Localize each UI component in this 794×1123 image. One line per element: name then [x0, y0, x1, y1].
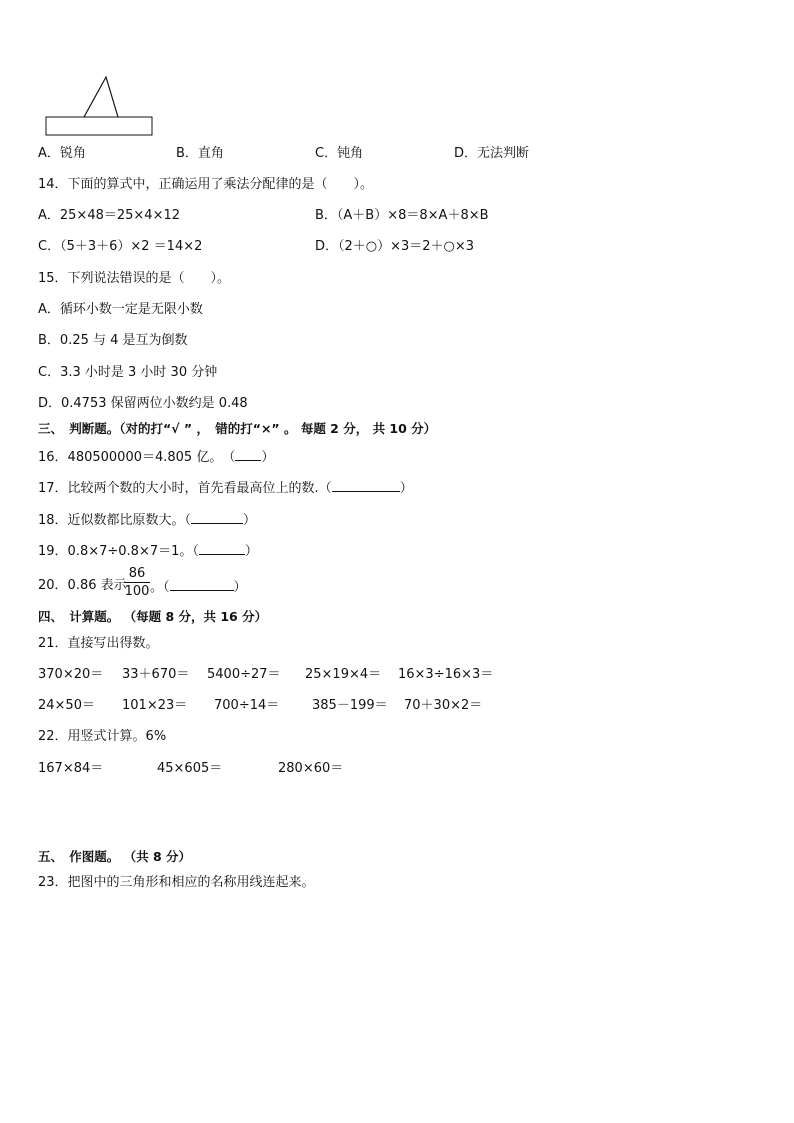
q16	[38, 447, 274, 467]
q21-item: 70＋30×2＝	[404, 698, 483, 713]
q21-item: 385－199＝	[312, 698, 388, 713]
q14-stem: 14．下面的算式中，正确运用了乘法分配律的是（ ）。	[38, 177, 374, 192]
q14-option-a: A．25×48＝25×4×12	[38, 208, 181, 223]
fraction-bar	[124, 582, 150, 583]
q13-option-a: A．锐角	[38, 146, 86, 161]
q22-stem: 22．用竖式计算。6%	[38, 729, 167, 744]
q20-denominator: 100	[124, 584, 150, 599]
section-3-title: 三、 判断题。（对的打“√ ” ， 错的打“×” 。 每题 2 分， 共 10 分）	[38, 421, 437, 436]
q19-close: ）	[244, 544, 258, 559]
q21-item: 101×23＝	[122, 698, 188, 713]
q17	[38, 478, 413, 498]
q15-option-b: B．0.25 与 4 是互为倒数	[38, 333, 188, 348]
q22-item: 167×84＝	[38, 761, 104, 776]
q21-item: 25×19×4＝	[305, 667, 382, 682]
q21-item: 24×50＝	[38, 698, 95, 713]
angle-lines	[84, 77, 118, 117]
q22-item: 280×60＝	[278, 761, 344, 776]
q20-fraction	[124, 566, 150, 599]
angle-figure	[40, 72, 160, 142]
q17-text: 17．比较两个数的大小时，首先看最高位上的数.（	[38, 481, 332, 496]
q20-answer-blank[interactable]	[170, 577, 234, 591]
q15-stem: 15．下列说法错误的是（ ）。	[38, 271, 231, 286]
q18-answer-blank[interactable]	[191, 510, 243, 524]
q23-stem: 23．把图中的三角形和相应的名称用线连起来。	[38, 875, 315, 890]
q17-answer-blank[interactable]	[332, 478, 400, 492]
q22-item: 45×605＝	[157, 761, 223, 776]
q15-option-a: A．循环小数一定是无限小数	[38, 302, 203, 317]
q21-item: 700÷14＝	[214, 698, 280, 713]
q20-tail	[150, 577, 247, 597]
q21-item: 33＋670＝	[122, 667, 190, 682]
q21-stem: 21．直接写出得数。	[38, 636, 159, 651]
q21-item: 16×3÷16×3＝	[398, 667, 494, 682]
q18-text: 18．近似数都比原数大。（	[38, 513, 192, 528]
q16-close: ）	[261, 450, 275, 465]
q19-answer-blank[interactable]	[199, 541, 245, 555]
section-5-title: 五、 作图题。 （共 8 分）	[38, 849, 192, 864]
q20-after: 。（	[150, 580, 170, 595]
q13-option-c: C．钝角	[315, 146, 364, 161]
q21-item: 5400÷27＝	[207, 667, 281, 682]
q14-option-b: B．（A＋B）×8＝8×A＋8×B	[315, 208, 489, 223]
q20-close: ）	[233, 580, 247, 595]
q20-text: 20．0.86 表示	[38, 578, 127, 593]
q14-option-c: C．（5＋3＋6）×2 ＝14×2	[38, 239, 203, 254]
q13-option-d: D．无法判断	[454, 146, 530, 161]
q17-close: ）	[399, 481, 413, 496]
q13-option-b: B．直角	[176, 146, 224, 161]
q19-text: 19．0.8×7÷0.8×7＝1。（	[38, 544, 199, 559]
q20-numerator: 86	[128, 566, 146, 581]
q18-close: ）	[243, 513, 257, 528]
q16-text: 16．480500000＝4.805 亿。 （	[38, 450, 236, 465]
q15-option-d: D．0.4753 保留两位小数约是 0.48	[38, 396, 248, 411]
q18	[38, 510, 256, 530]
base-rectangle	[46, 117, 152, 135]
q15-option-c: C．3.3 小时是 3 小时 30 分钟	[38, 365, 218, 380]
q16-answer-blank[interactable]	[235, 447, 261, 461]
section-4-title: 四、 计算题。 （每题 8 分，共 16 分）	[38, 609, 268, 624]
q19	[38, 541, 258, 561]
q21-item: 370×20＝	[38, 667, 104, 682]
q14-option-d: D．（2＋○）×3＝2＋○×3	[315, 239, 475, 254]
